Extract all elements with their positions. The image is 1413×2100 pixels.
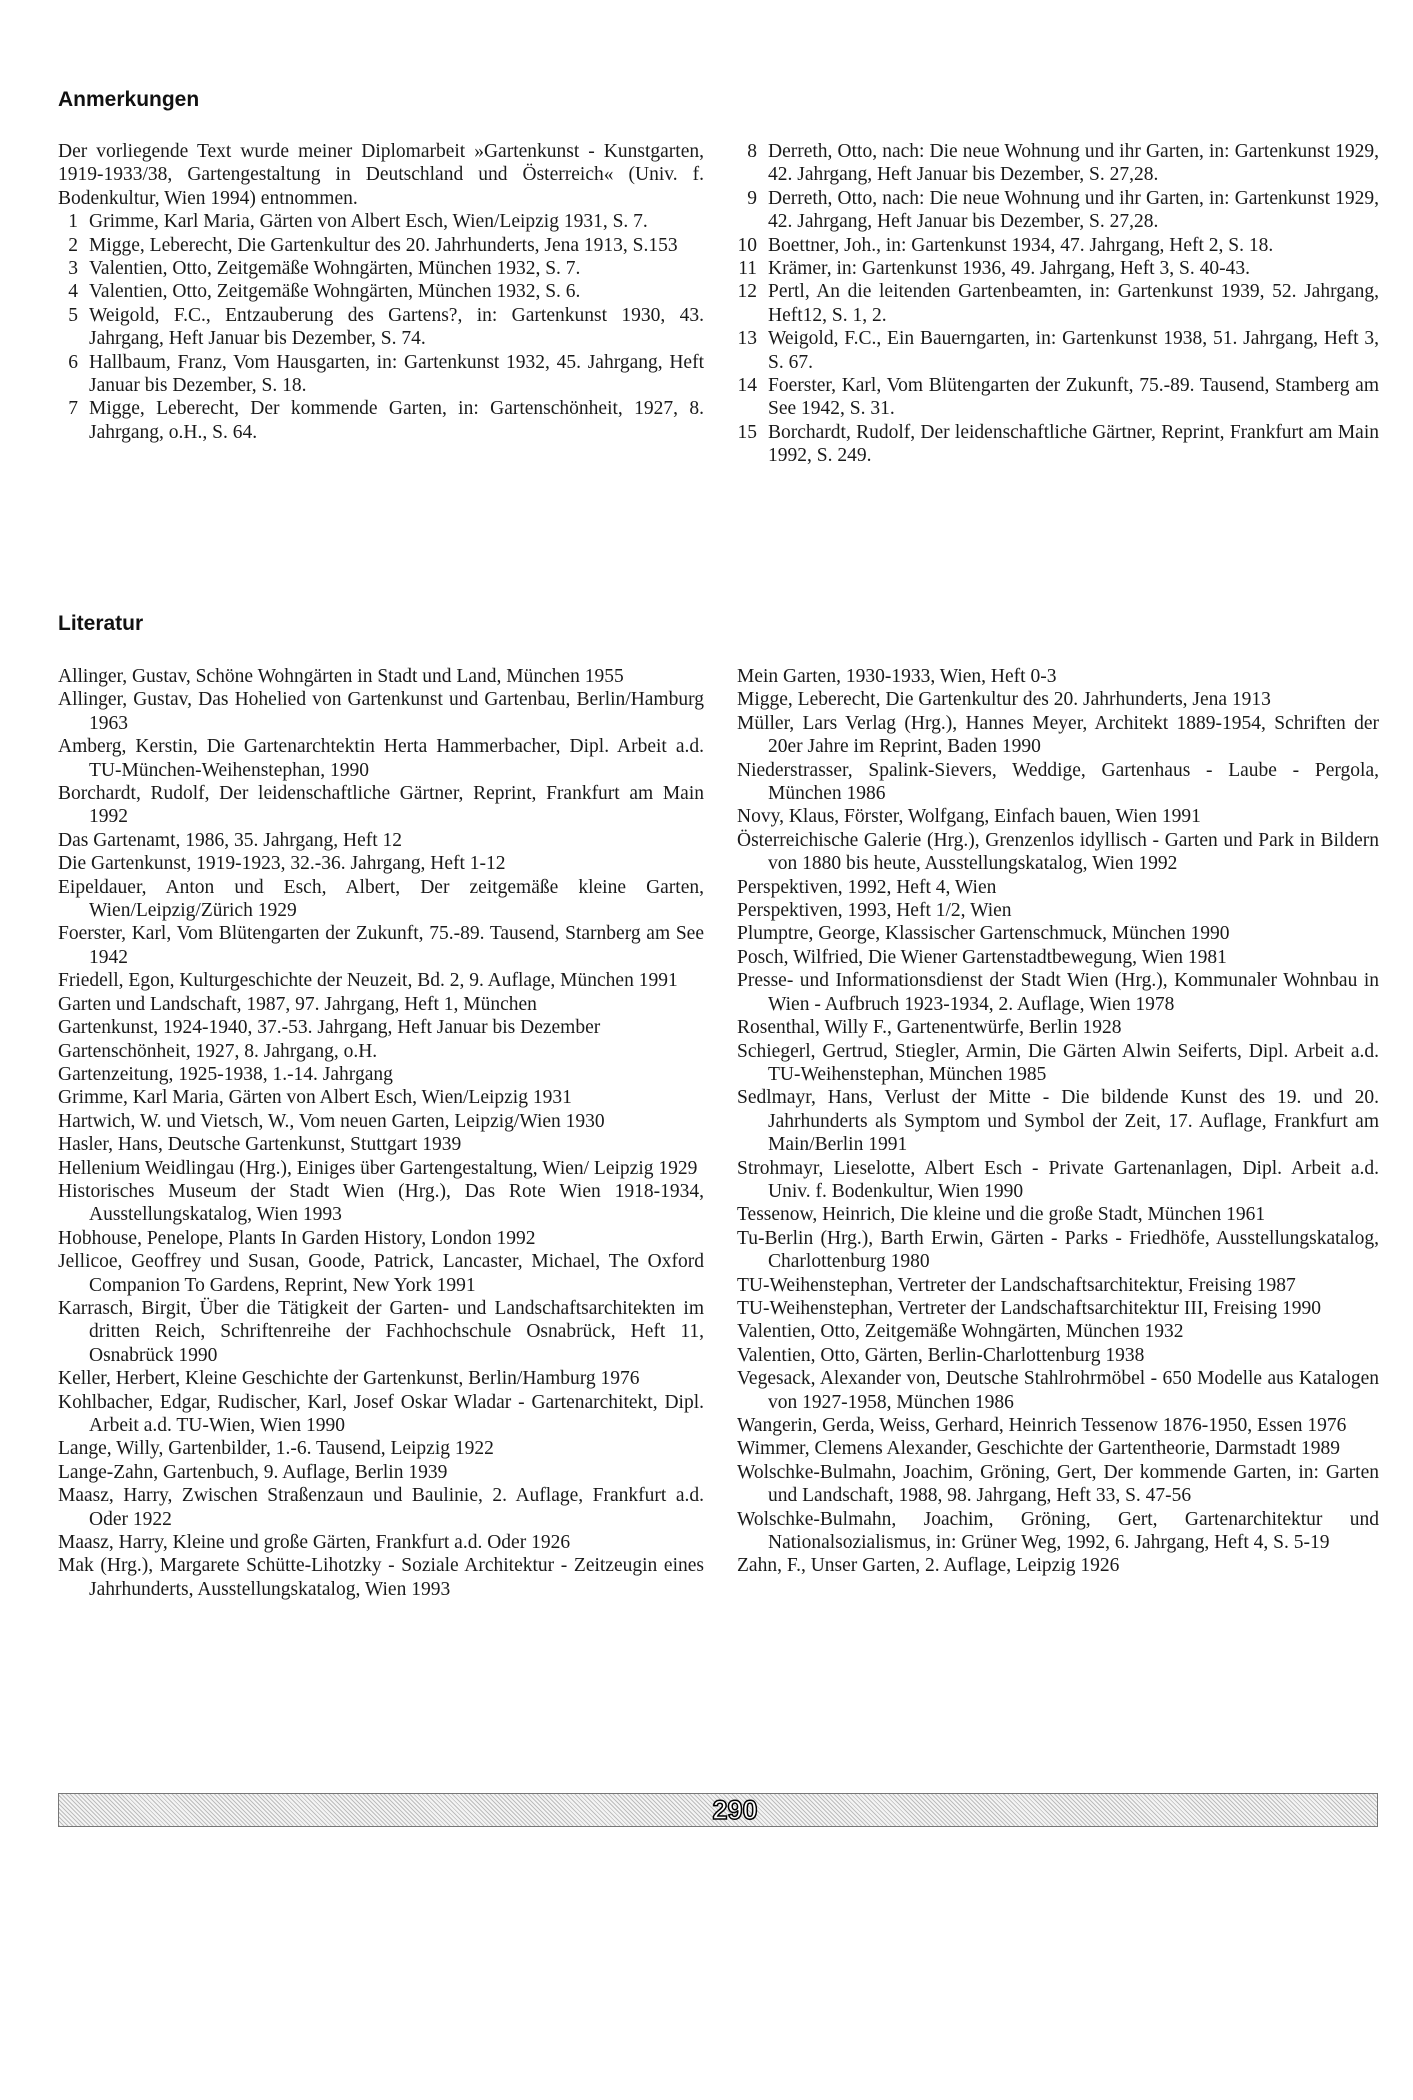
footnote-number: 9	[747, 187, 757, 209]
bibliography-entry: Friedell, Egon, Kulturgeschichte der Neuzeit, Bd. 2, 9. Auflage, München 1991	[58, 970, 678, 992]
bibliography-entry: Lange-Zahn, Gartenbuch, 9. Auflage, Berlin 1939	[58, 1461, 448, 1483]
footnote-number: 5	[68, 304, 78, 326]
footnote-text: Migge, Leberecht, Der kommende Garten, in: Gartenschönheit, 1927, 8. Jahrgang, o.H., S. 64.	[89, 398, 704, 443]
footnote	[58, 304, 704, 351]
bibliography-entry: Mak (Hrg.), Margarete Schütte-Lihotzky - Soziale Architektur - Zeitzeugin eines Jahrhunderts, Ausstellungskatalog, Wien 1993	[58, 1555, 704, 1600]
bibliography-entry: Hasler, Hans, Deutsche Gartenkunst, Stuttgart 1939	[58, 1134, 462, 1156]
footnote-text: Borchardt, Rudolf, Der leidenschaftliche Gärtner, Reprint, Frankfurt am Main 1992, S. 249.	[768, 421, 1379, 467]
bibliography-entry: Posch, Wilfried, Die Wiener Gartenstadtbewegung, Wien 1981	[737, 946, 1227, 968]
page-footer-band	[58, 1793, 1378, 1827]
footnote	[737, 187, 1379, 234]
footnote-text: Derreth, Otto, nach: Die neue Wohnung und ihr Garten, in: Gartenkunst 1929, 42. Jahrgang, Heft Januar bis Dezember, S. 27,28.	[768, 141, 1379, 186]
bibliography-entry: Migge, Leberecht, Die Gartenkultur des 20. Jahrhunderts, Jena 1913	[737, 689, 1271, 711]
footnote-text: Krämer, in: Gartenkunst 1936, 49. Jahrgang, Heft 3, S. 40-43.	[768, 258, 1250, 280]
footnote-text: Migge, Leberecht, Die Gartenkultur des 20. Jahrhunderts, Jena 1913, S.153	[89, 234, 678, 256]
footnote-number: 11	[738, 258, 757, 280]
bibliography-entry: Tessenow, Heinrich, Die kleine und die große Stadt, München 1961	[737, 1204, 1266, 1226]
bibliography-entry: Novy, Klaus, Förster, Wolfgang, Einfach bauen, Wien 1991	[737, 806, 1201, 828]
literature-left-column	[58, 665, 704, 1601]
bibliography-entry: Allinger, Gustav, Das Hohelied von Gartenkunst und Gartenbau, Berlin/Hamburg 1963	[58, 689, 704, 734]
bibliography-entry: Die Gartenkunst, 1919-1923, 32.-36. Jahrgang, Heft 1-12	[58, 853, 506, 875]
bibliography-entry: Kohlbacher, Edgar, Rudischer, Karl, Josef Oskar Wladar - Gartenarchitekt, Dipl. Arbeit a.d. TU-Wien, Wien 1990	[58, 1391, 704, 1436]
bibliography-entry: Amberg, Kerstin, Die Gartenarchtektin Herta Hammerbacher, Dipl. Arbeit a.d. TU-München-Weihenstephan, 1990	[58, 736, 704, 781]
bibliography-entry: Vegesack, Alexander von, Deutsche Stahlrohrmöbel - 650 Modelle aus Katalogen von 1927-1958, München 1986	[737, 1368, 1379, 1413]
bibliography-entry: Wolschke-Bulmahn, Joachim, Gröning, Gert, Gartenarchitektur und Nationalsozialismus, in: Grüner Weg, 1992, 6. Jahrgang, Heft 4, S. 5-19	[737, 1508, 1379, 1554]
bibliography-entry: Hellenium Weidlingau (Hrg.), Einiges über Gartengestaltung, Wien/ Leipzig 1929	[58, 1157, 698, 1179]
footnote-number: 1	[68, 211, 78, 233]
bibliography-entry: Hobhouse, Penelope, Plants In Garden History, London 1992	[58, 1227, 536, 1249]
footnote-text: Hallbaum, Franz, Vom Hausgarten, in: Gartenkunst 1932, 45. Jahrgang, Heft Januar bis Dezember, S. 18.	[89, 351, 704, 397]
footnote-text: Derreth, Otto, nach: Die neue Wohnung und ihr Garten, in: Gartenkunst 1929, 42. Jahrgang, Heft Januar bis Dezember, S. 27,28.	[768, 187, 1379, 233]
bibliography-entry: Strohmayr, Lieselotte, Albert Esch - Private Gartenanlagen, Dipl. Arbeit a.d. Univ. f. Bodenkultur, Wien 1990	[737, 1157, 1379, 1202]
bibliography-entry: Karrasch, Birgit, Über die Tätigkeit der Garten- und Landschaftsarchitekten im dritten Reich, Schriftenreihe der Fachhochschule Osnabrück, Heft 11, Osnabrück 1990	[58, 1297, 704, 1366]
footnote-number: 3	[68, 258, 78, 280]
bibliography-entry: Gartenzeitung, 1925-1938, 1.-14. Jahrgang	[58, 1063, 393, 1085]
footnote-text: Weigold, F.C., Entzauberung des Gartens?, in: Gartenkunst 1930, 43. Jahrgang, Heft Januar bis Dezember, S. 74.	[89, 304, 704, 350]
bibliography-entry: Eipeldauer, Anton und Esch, Albert, Der zeitgemäße kleine Garten, Wien/Leipzig/Zürich 1929	[58, 876, 704, 922]
bibliography-entry: Maasz, Harry, Kleine und große Gärten, Frankfurt a.d. Oder 1926	[58, 1532, 571, 1554]
footnote-number: 14	[737, 375, 757, 397]
bibliography-entry: Keller, Herbert, Kleine Geschichte der Gartenkunst, Berlin/Hamburg 1976	[58, 1368, 640, 1390]
footnote-text: Valentien, Otto, Zeitgemäße Wohngärten, München 1932, S. 6.	[89, 281, 581, 303]
bibliography-entry: Schiegerl, Gertrud, Stiegler, Armin, Die Gärten Alwin Seiferts, Dipl. Arbeit a.d. TU-Weihenstephan, München 1985	[737, 1040, 1379, 1085]
footnote-number: 10	[737, 234, 757, 256]
bibliography-entry: Gartenkunst, 1924-1940, 37.-53. Jahrgang, Heft Januar bis Dezember	[58, 1017, 601, 1039]
literature-right-column	[737, 665, 1379, 1578]
footnote	[58, 234, 704, 257]
bibliography-entry: TU-Weihenstephan, Vertreter der Landschaftsarchitektur III, Freising 1990	[737, 1297, 1321, 1319]
bibliography-entry: Maasz, Harry, Zwischen Straßenzaun und Baulinie, 2. Auflage, Frankfurt a.d. Oder 1922	[58, 1485, 704, 1530]
bibliography-entry: Tu-Berlin (Hrg.), Barth Erwin, Gärten - Parks - Friedhöfe, Ausstellungskatalog, Charlottenburg 1980	[737, 1227, 1379, 1273]
bibliography-entry: Gartenschönheit, 1927, 8. Jahrgang, o.H.	[58, 1040, 378, 1062]
bibliography-entry: Müller, Lars Verlag (Hrg.), Hannes Meyer, Architekt 1889-1954, Schriften der 20er Jahre im Reprint, Baden 1990	[737, 712, 1379, 758]
footnote-number: 8	[747, 141, 757, 162]
bibliography-entry: Plumptre, George, Klassischer Gartenschmuck, München 1990	[737, 923, 1230, 945]
footnote	[737, 234, 1379, 257]
notes-heading: Anmerkungen	[58, 88, 200, 111]
footnote-number: 6	[68, 351, 78, 373]
footnote-text: Foerster, Karl, Vom Blütengarten der Zukunft, 75.-89. Tausend, Stamberg am See 1942, S. 31.	[768, 375, 1379, 420]
bibliography-entry: Historisches Museum der Stadt Wien (Hrg.), Das Rote Wien 1918-1934, Ausstellungskatalog, Wien 1993	[58, 1180, 704, 1226]
bibliography-entry: Borchardt, Rudolf, Der leidenschaftliche Gärtner, Reprint, Frankfurt am Main 1992	[58, 783, 704, 828]
page-number: 290	[712, 1795, 758, 1825]
bibliography-entry: Lange, Willy, Gartenbilder, 1.-6. Tausend, Leipzig 1922	[58, 1438, 494, 1460]
bibliography-entry: Hartwich, W. und Vietsch, W., Vom neuen Garten, Leipzig/Wien 1930	[58, 1110, 605, 1132]
footnote-text: Valentien, Otto, Zeitgemäße Wohngärten, München 1932, S. 7.	[89, 258, 581, 280]
bibliography-entry: Mein Garten, 1930-1933, Wien, Heft 0-3	[737, 666, 1057, 687]
bibliography-entry: Das Gartenamt, 1986, 35. Jahrgang, Heft 12	[58, 829, 403, 851]
footnote-number: 12	[737, 281, 757, 303]
footnote	[737, 374, 1379, 421]
footnote	[737, 257, 1379, 280]
footnote	[737, 327, 1379, 374]
footnote-text: Grimme, Karl Maria, Gärten von Albert Esch, Wien/Leipzig 1931, S. 7.	[89, 211, 648, 233]
bibliography-entry: Wimmer, Clemens Alexander, Geschichte der Gartentheorie, Darmstadt 1989	[737, 1438, 1341, 1460]
bibliography-entry: Foerster, Karl, Vom Blütengarten der Zukunft, 75.-89. Tausend, Starnberg am See 1942	[58, 923, 704, 968]
bibliography-entry: Garten und Landschaft, 1987, 97. Jahrgang, Heft 1, München	[58, 993, 537, 1015]
footnote	[58, 397, 704, 444]
footnote-number: 2	[68, 234, 78, 256]
footnote	[737, 280, 1379, 327]
bibliography-entry: Allinger, Gustav, Schöne Wohngärten in Stadt und Land, München 1955	[58, 666, 624, 687]
footnote	[737, 421, 1379, 468]
bibliography-entry: TU-Weihenstephan, Vertreter der Landschaftsarchitektur, Freising 1987	[737, 1274, 1296, 1296]
footnote	[58, 351, 704, 398]
bibliography-entry: Rosenthal, Willy F., Gartenentwürfe, Berlin 1928	[737, 1017, 1122, 1039]
bibliography-entry: Grimme, Karl Maria, Gärten von Albert Esch, Wien/Leipzig 1931	[58, 1087, 572, 1109]
footnote-number: 7	[68, 398, 78, 420]
footnote	[58, 210, 704, 233]
bibliography-entry: Valentien, Otto, Gärten, Berlin-Charlottenburg 1938	[737, 1344, 1145, 1366]
bibliography-entry: Valentien, Otto, Zeitgemäße Wohngärten, München 1932	[737, 1321, 1184, 1343]
footnote-text: Weigold, F.C., Ein Bauerngarten, in: Gartenkunst 1938, 51. Jahrgang, Heft 3, S. 67.	[768, 328, 1379, 373]
footnote	[58, 257, 704, 280]
bibliography-entry: Wangerin, Gerda, Weiss, Gerhard, Heinrich Tessenow 1876-1950, Essen 1976	[737, 1415, 1347, 1436]
bibliography-entry: Perspektiven, 1993, Heft 1/2, Wien	[737, 900, 1012, 922]
bibliography-entry: Niederstrasser, Spalink-Sievers, Weddige, Gartenhaus - Laube - Pergola, München 1986	[737, 759, 1379, 805]
literature-heading: Literatur	[58, 612, 144, 635]
notes-intro: Der vorliegende Text wurde meiner Diplomarbeit »Gartenkunst - Kunstgarten, 1919-1933/38, Gartengestaltung in Deutschland und Österreich« (Univ. f. Bodenkultur, Wien 1994) entnommen.	[58, 141, 704, 209]
notes-left-column	[58, 140, 704, 444]
bibliography-entry: Perspektiven, 1992, Heft 4, Wien	[737, 876, 997, 898]
bibliography-entry: Sedlmayr, Hans, Verlust der Mitte - Die bildende Kunst des 19. und 20. Jahrhunderts als Symptom und Symbol der Zeit, 17. Auflage, Frankfurt am Main/Berlin 1991	[737, 1087, 1379, 1156]
bibliography-entry: Österreichische Galerie (Hrg.), Grenzenlos idyllisch - Garten und Park in Bildern von 1880 bis heute, Ausstellungskatalog, Wien 1992	[737, 829, 1379, 875]
footnote-number: 13	[737, 328, 757, 350]
bibliography-entry: Presse- und Informationsdienst der Stadt Wien (Hrg.), Kommunaler Wohnbau in Wien - Aufbruch 1923-1934, 2. Auflage, Wien 1978	[737, 970, 1379, 1015]
footnote	[737, 140, 1379, 187]
footnote	[58, 280, 704, 303]
footnote-number: 15	[737, 421, 757, 443]
bibliography-entry: Wolschke-Bulmahn, Joachim, Gröning, Gert, Der kommende Garten, in: Garten und Landschaft, 1988, 98. Jahrgang, Heft 33, S. 47-56	[737, 1461, 1379, 1507]
bibliography-entry: Jellicoe, Geoffrey und Susan, Goode, Patrick, Lancaster, Michael, The Oxford Companion To Gardens, Reprint, New York 1991	[58, 1251, 704, 1296]
footnote-number: 4	[68, 281, 78, 303]
notes-right-column	[737, 140, 1379, 468]
bibliography-entry: Zahn, F., Unser Garten, 2. Auflage, Leipzig 1926	[737, 1555, 1120, 1577]
footnote-text: Boettner, Joh., in: Gartenkunst 1934, 47. Jahrgang, Heft 2, S. 18.	[768, 234, 1274, 256]
footnote-text: Pertl, An die leitenden Gartenbeamten, in: Gartenkunst 1939, 52. Jahrgang, Heft12, S. 1, 2.	[768, 281, 1379, 326]
